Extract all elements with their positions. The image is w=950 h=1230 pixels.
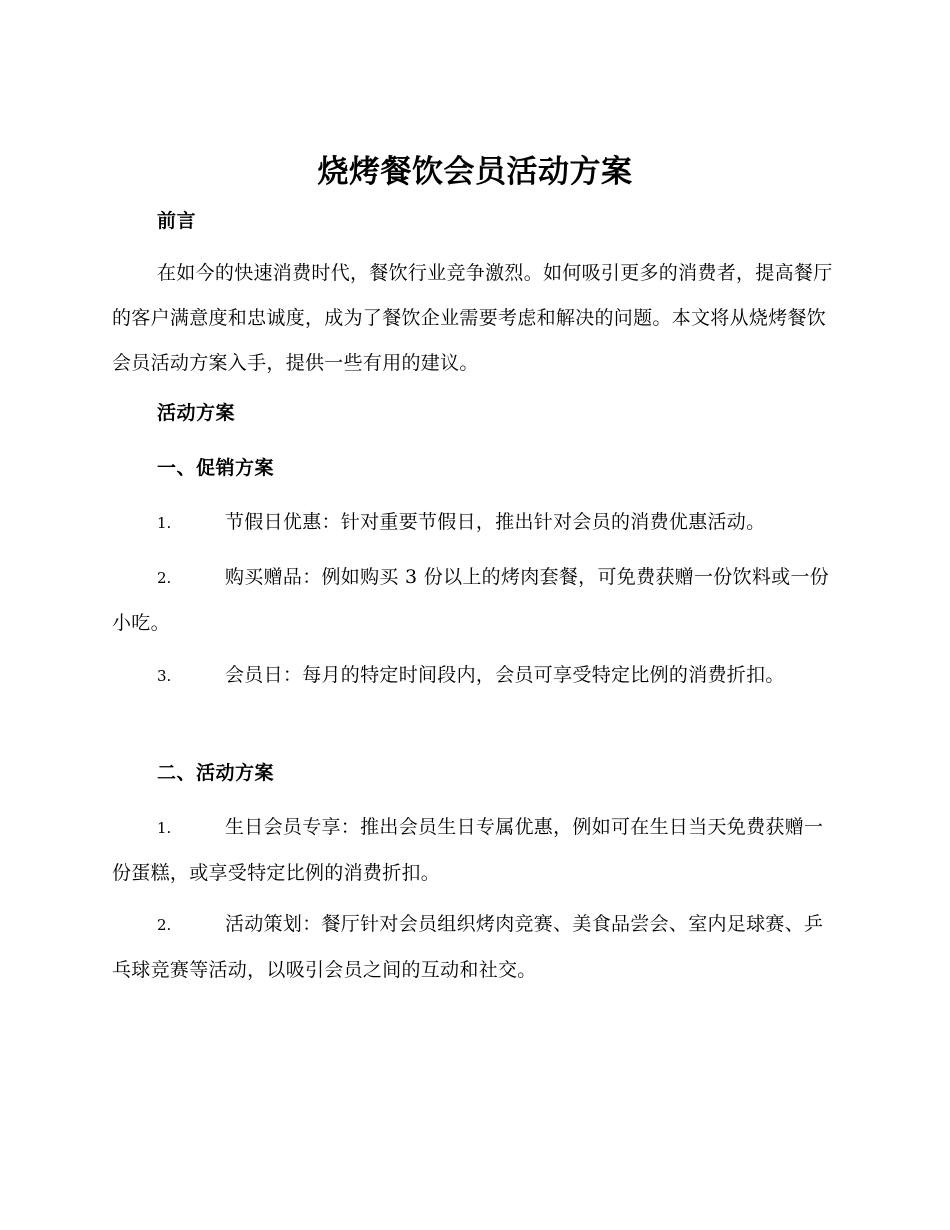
list-item-number: 2. — [157, 569, 172, 587]
list-item — [112, 555, 834, 646]
list-item-number: 3. — [157, 667, 172, 685]
list-item-number: 1. — [157, 819, 172, 837]
list-item — [112, 500, 834, 546]
list-item-text: 会员日：每月的特定时间段内，会员可享受特定比例的消费折扣。 — [225, 664, 785, 686]
list-item — [112, 653, 834, 699]
list-item — [112, 805, 834, 896]
section-2-heading: 二、活动方案 — [157, 762, 275, 784]
list-item-number: 1. — [157, 514, 172, 532]
document-title: 烧烤餐饮会员活动方案 — [317, 154, 633, 190]
list-item-text: 生日会员专享：推出会员生日专属优惠，例如可在生日当天免费获赠一份蛋糕，或享受特定比例的消费折扣。 — [112, 816, 824, 884]
list-item-text: 节假日优惠：针对重要节假日，推出针对会员的消费优惠活动。 — [225, 511, 766, 533]
section-1-heading: 一、促销方案 — [157, 457, 275, 479]
preface-heading: 前言 — [157, 210, 197, 232]
list-item-text: 购买赠品：例如购买 3 份以上的烤肉套餐，可免费获赠一份饮料或一份小吃。 — [112, 566, 830, 634]
plan-heading: 活动方案 — [157, 402, 236, 424]
preface-paragraph: 在如今的快速消费时代，餐饮行业竞争激烈。如何吸引更多的消费者，提高餐厅的客户满意度和忠诚度，成为了餐饮企业需要考虑和解决的问题。本文将从烧烤餐饮会员活动方案入手，提供一些有用的建议。 — [112, 262, 833, 374]
list-item — [112, 902, 834, 993]
list-item-number: 2. — [157, 916, 172, 934]
list-item-text: 活动策划：餐厅针对会员组织烤肉竞赛、美食品尝会、室内足球赛、乒乓球竞赛等活动，以吸引会员之间的互动和社交。 — [112, 913, 824, 981]
